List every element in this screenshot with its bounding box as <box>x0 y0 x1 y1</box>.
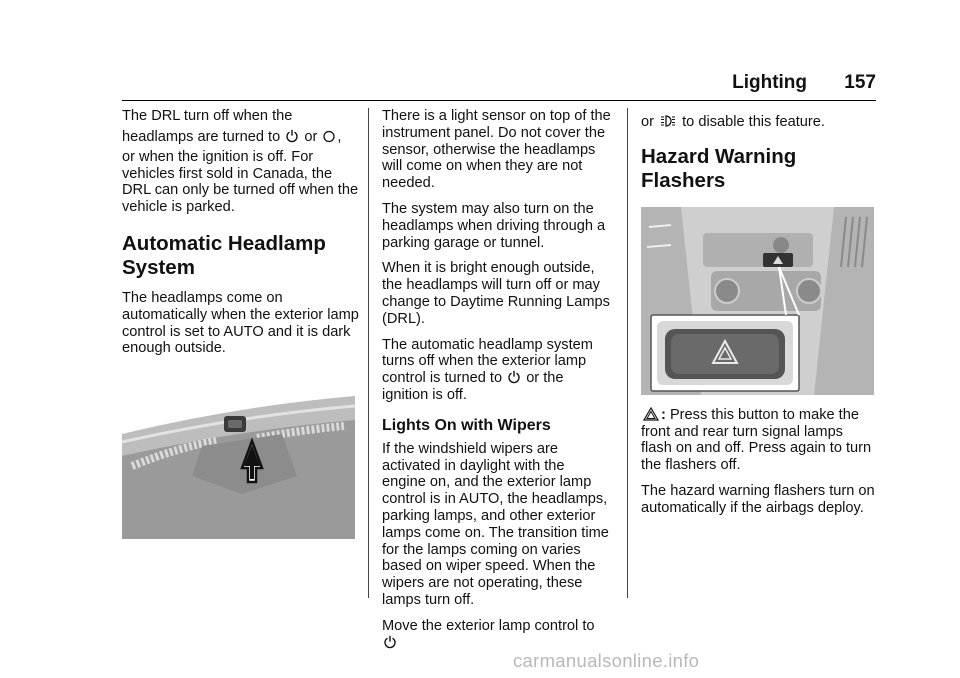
bright-outside-paragraph: When it is bright enough outside, the headlamps will turn off or may change to Daytime Running Lamps (DRL). <box>382 260 610 327</box>
parking-lamp-icon <box>660 114 676 128</box>
power-off-icon <box>286 129 298 143</box>
column-divider-1 <box>368 108 369 598</box>
column-divider-2 <box>627 108 628 598</box>
hazard-button-figure <box>641 207 874 395</box>
lights-on-wipers-heading: Lights On with Wipers <box>382 416 551 434</box>
automatic-headlamp-paragraph: The headlamps come on automatically when the exterior lamp control is set to AUTO and it is dark enough outside. <box>122 289 359 357</box>
header-rule <box>122 100 876 101</box>
drl-paragraph: The DRL turn off when the headlamps are turned to or , or when the ignition is off. For vehicles first sold in Canada, the DRL can only be turned off when the vehicle is parked. <box>122 108 359 216</box>
column-1 <box>122 108 360 366</box>
hazard-button-paragraph: : Press this button to make the front and rear turn signal lamps flash on and off. Press again to turn the flashers off. <box>641 406 872 474</box>
wipers-paragraph: If the windshield wipers are activated in daylight with the engine on, and the exterior lamp control is in AUTO, the headlamps, parking lamps, and other exterior lamps come on. The transition time for the lamps coming on varies based on wiper speed. When the wipers are not operating, these lamps turn off. <box>382 440 609 608</box>
light-sensor-figure <box>122 386 355 539</box>
column-3 <box>641 108 876 526</box>
automatic-headlamp-heading: Automatic Headlamp System <box>122 231 326 279</box>
auto-off-paragraph: The automatic headlamp system turns off when the exterior lamp control is turned to or the ignition is off. <box>382 336 593 403</box>
disable-feature-paragraph: or to disable this feature. <box>641 114 825 130</box>
column-2 <box>382 108 612 660</box>
hazard-triangle-icon <box>643 407 659 421</box>
watermark-footer: carmanualsonline.info <box>513 650 700 671</box>
light-sensor-paragraph: There is a light sensor on top of the instrument panel. Do not cover the sensor, otherwise the headlamps will come on when they are not needed. <box>382 108 611 192</box>
power-off-icon <box>508 370 520 384</box>
section-title: Lighting <box>732 72 808 93</box>
page-number: 157 <box>844 72 876 93</box>
garage-paragraph: The system may also turn on the headlamps when driving through a parking garage or tunnel. <box>382 200 606 251</box>
move-control-paragraph: Move the exterior lamp control to <box>382 618 612 652</box>
airbag-flashers-paragraph: The hazard warning flashers turn on automatically if the airbags deploy. <box>641 482 875 516</box>
page-header <box>732 72 876 94</box>
hazard-heading: Hazard Warning Flashers <box>641 144 797 192</box>
lamp-off-icon <box>323 129 335 143</box>
power-off-icon <box>384 635 396 649</box>
